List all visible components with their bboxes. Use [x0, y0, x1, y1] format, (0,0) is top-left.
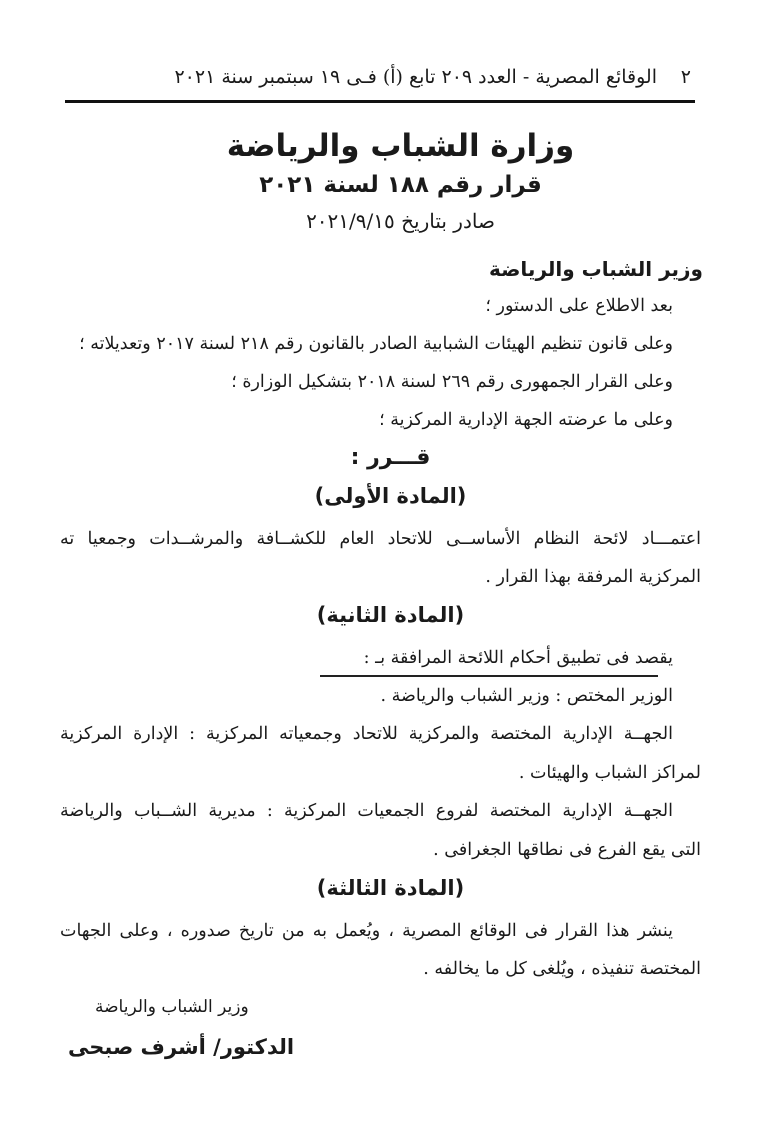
ministry-title: وزارة الشباب والرياضة: [226, 128, 575, 164]
definition-branch-authority-2: التى يقع الفرع فى نطاقها الجغرافى .: [433, 840, 701, 860]
recital-constitution: بعد الاطلاع على الدستور ؛: [485, 296, 673, 316]
decided-heading: قـــرر :: [350, 445, 431, 470]
gazette-issue-line: الوقائع المصرية - العدد ٢٠٩ تابع (أ) فـى ١٩ سبتمبر سنة ٢٠٢١: [174, 66, 657, 88]
recital-presidential-decree: وعلى القرار الجمهورى رقم ٢٦٩ لسنة ٢٠١٨ بتشكيل الوزارة ؛: [231, 372, 673, 392]
article-2-intro: يقصد فى تطبيق أحكام اللائحة المرافقة بـ :: [363, 648, 673, 668]
article-3-line-1: ينشر هذا القرار فى الوقائع المصرية ، ويُعمل به من تاريخ صدوره ، وعلى الجهات: [60, 921, 673, 941]
decree-number: قرار رقم ١٨٨ لسنة ٢٠٢١: [259, 172, 542, 198]
decree-issue-date: صادر بتاريخ ٢٠٢١/٩/١٥: [306, 209, 495, 233]
article-3-heading: (المادة الثالثة): [316, 876, 465, 900]
definition-minister: الوزير المختص : وزير الشباب والرياضة .: [380, 686, 673, 706]
recital-central-authority: وعلى ما عرضته الجهة الإدارية المركزية ؛: [379, 410, 673, 430]
recital-youth-law: وعلى قانون تنظيم الهيئات الشبابية الصادر بالقانون رقم ٢١٨ لسنة ٢٠١٧ وتعديلاته ؛: [79, 334, 673, 354]
issuer-heading: وزير الشباب والرياضة: [488, 257, 703, 281]
article-3-line-2: المختصة تنفيذه ، ويُلغى كل ما يخالفه .: [423, 959, 701, 979]
signatory-name: الدكتور/ أشرف صبحى: [68, 1035, 295, 1059]
definition-central-authority-1: الجهــة الإدارية المختصة والمركزية للاتحاد وجمعياته المركزية : الإدارة المركزية: [60, 724, 673, 744]
intro-underline: [320, 675, 658, 677]
article-1-heading: (المادة الأولى): [314, 484, 467, 508]
header-divider: [65, 100, 695, 103]
page-number: ٢: [680, 66, 691, 88]
article-1-line-1: اعتمـــاد لائحة النظام الأساســى للاتحاد العام للكشــافة والمرشــدات وجمعيا ته: [60, 529, 701, 549]
article-1-line-2: المركزية المرفقة بهذا القرار .: [485, 567, 701, 587]
signatory-title: وزير الشباب والرياضة: [95, 997, 249, 1017]
running-header: [65, 62, 695, 92]
definition-branch-authority-1: الجهــة الإدارية المختصة لفروع الجمعيات المركزية : مديرية الشــباب والرياضة: [60, 801, 673, 821]
definition-central-authority-2: لمراكز الشباب والهيئات .: [518, 763, 701, 783]
article-2-heading: (المادة الثانية): [316, 603, 465, 627]
